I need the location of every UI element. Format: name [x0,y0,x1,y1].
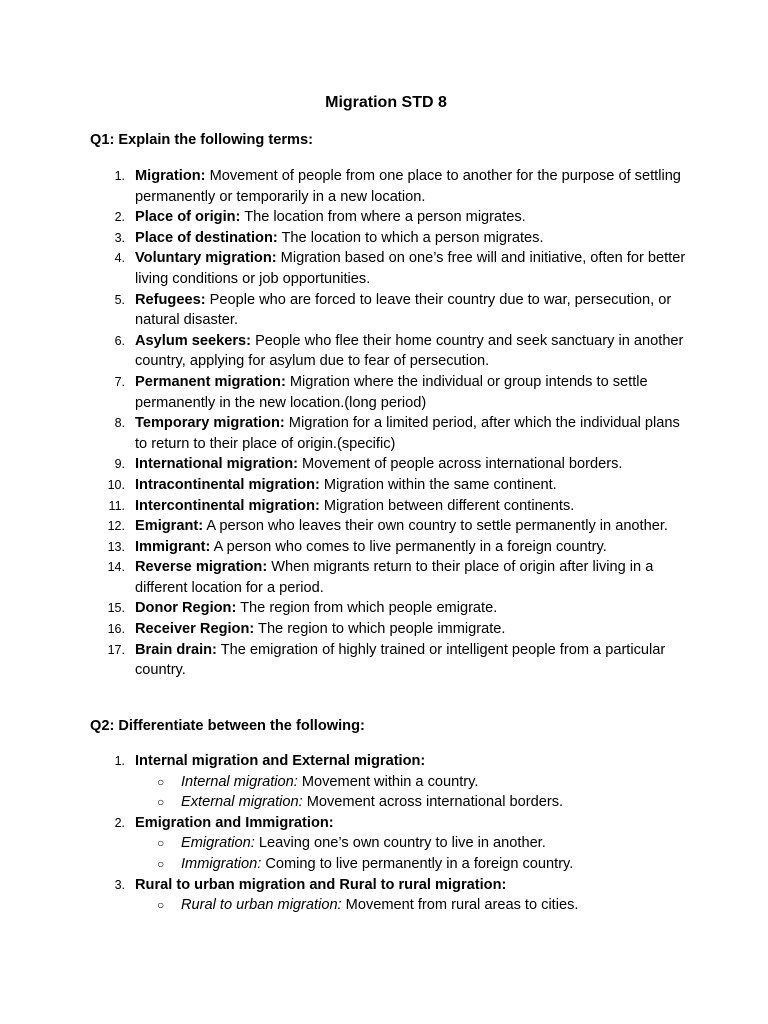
term-label: Brain drain: [135,641,217,658]
term-definition: Movement of people from one place to another for the purpose of settling permanently or temporarily in a new location. [135,168,681,205]
term-definition: A person who comes to live permanently in a foreign country. [210,538,607,555]
sub-list-item [135,895,690,916]
comparison-heading: Emigration and Immigration: [135,814,334,831]
item-number: 2. [114,815,125,830]
term-definition: Migration within the same continent. [319,476,557,493]
sub-list [135,772,690,813]
term-definition: When migrants return to their place of origin after living in a different location for a period. [135,559,654,596]
list-item [90,290,690,331]
differentiate-list [90,751,690,916]
term-label: Migration: [135,168,206,184]
list-item [90,454,690,475]
term-label: Voluntary migration: [135,250,277,267]
list-item [90,640,690,681]
term-label: Intracontinental migration: [135,476,320,493]
item-number: 5. [114,292,125,307]
item-number: 6. [114,333,125,348]
comparison-heading: Internal migration and External migration: [135,753,426,769]
term-label: Reverse migration: [135,559,268,576]
sub-term-definition: Coming to live permanently in a foreign country. [261,855,574,872]
item-number: 3. [114,877,125,892]
list-item [90,475,690,496]
term-label: Temporary migration: [135,415,285,432]
list-item [90,166,690,207]
list-item [90,248,690,289]
item-number: 11. [108,498,125,513]
list-item [90,537,690,558]
term-definition: Migration for a limited period, after which the individual plans to return to their place of origin.(specific) [135,415,680,452]
term-label: Permanent migration: [135,373,286,390]
sub-term-definition: Movement from rural areas to cities. [341,897,579,914]
term-label: Refugees: [135,291,206,308]
hollow-bullet-icon: ○ [157,898,165,913]
item-number: 15. [107,601,125,616]
term-label: Place of origin: [135,209,241,226]
sub-term-label: Emigration: [181,835,255,852]
item-number: 3. [114,230,125,245]
item-number: 14. [107,560,125,575]
list-item [90,751,690,813]
term-label: Asylum seekers: [135,332,252,349]
term-label: Immigrant: [135,538,211,555]
term-label: Place of destination: [135,229,278,246]
item-number: 8. [114,416,125,431]
list-item [90,331,690,372]
list-item [90,598,690,619]
hollow-bullet-icon: ○ [157,836,165,851]
term-definition: Migration based on one’s free will and initiative, often for better living conditions or job opportunities. [135,250,686,287]
item-number: 16. [107,622,125,637]
list-item [90,516,690,537]
term-label: Intercontinental migration: [135,497,320,514]
sub-list-item [135,792,690,813]
term-definition: The region to which people immigrate. [254,621,506,638]
term-definition: The emigration of highly trained or intelligent people from a particular country. [135,641,666,679]
list-item [90,207,690,228]
hollow-bullet-icon: ○ [157,774,165,789]
sub-term-definition: Movement across international borders. [302,794,564,811]
term-definition: The location to which a person migrates. [277,229,544,246]
sub-list-item [135,833,690,854]
term-definition: Migration between different continents. [319,497,575,514]
item-number: 13. [107,539,125,554]
list-item [90,619,690,640]
sub-term-label: Internal migration: [181,773,298,790]
list-item [90,496,690,517]
sub-term-label: Immigration: [181,855,262,872]
item-number: 2. [114,210,125,225]
sub-term-definition: Movement within a country. [297,773,479,790]
item-number: 1. [114,169,125,183]
term-definition: People who flee their home country and seek sanctuary in another country, applying for asylum due to fear of persecution. [135,332,684,370]
item-number: 4. [114,251,125,266]
page-title: Migration STD 8 [325,94,447,111]
sub-list-item [135,772,690,793]
list-item [90,413,690,454]
sub-list [135,895,690,916]
hollow-bullet-icon: ○ [157,795,165,810]
q1-heading: Q1: Explain the following terms: [90,132,313,148]
sub-term-label: Rural to urban migration: [181,897,342,914]
list-item [90,228,690,249]
hollow-bullet-icon: ○ [157,856,165,871]
list-item [90,875,690,916]
term-definition: The location from where a person migrates. [240,209,526,226]
q2-heading: Q2: Differentiate between the following: [90,718,365,734]
list-item [90,813,690,875]
item-number: 7. [114,374,125,389]
sub-term-label: External migration: [181,794,303,811]
item-number: 1. [114,754,125,768]
item-number: 9. [114,457,125,472]
sub-term-definition: Leaving one’s own country to live in another. [254,835,546,852]
comparison-heading: Rural to urban migration and Rural to rural migration: [135,876,507,893]
list-item [90,372,690,413]
item-number: 17. [107,642,125,657]
item-number: 12. [107,519,125,534]
term-definition: People who are forced to leave their country due to war, persecution, or natural disaster. [135,291,672,329]
sub-list-item [135,854,690,875]
term-definition: Movement of people across international borders. [297,456,623,473]
term-label: International migration: [135,456,298,473]
term-label: Emigrant: [135,518,204,535]
term-label: Receiver Region: [135,621,255,638]
sub-list [135,833,690,874]
term-definition: The region from which people emigrate. [236,600,498,617]
term-definition: A person who leaves their own country to settle permanently in another. [203,518,668,535]
terms-list [90,166,690,681]
list-item [90,557,690,598]
term-definition: Migration where the individual or group intends to settle permanently in the new location.(long period) [135,373,648,411]
item-number: 10. [107,477,125,492]
term-label: Donor Region: [135,600,237,617]
